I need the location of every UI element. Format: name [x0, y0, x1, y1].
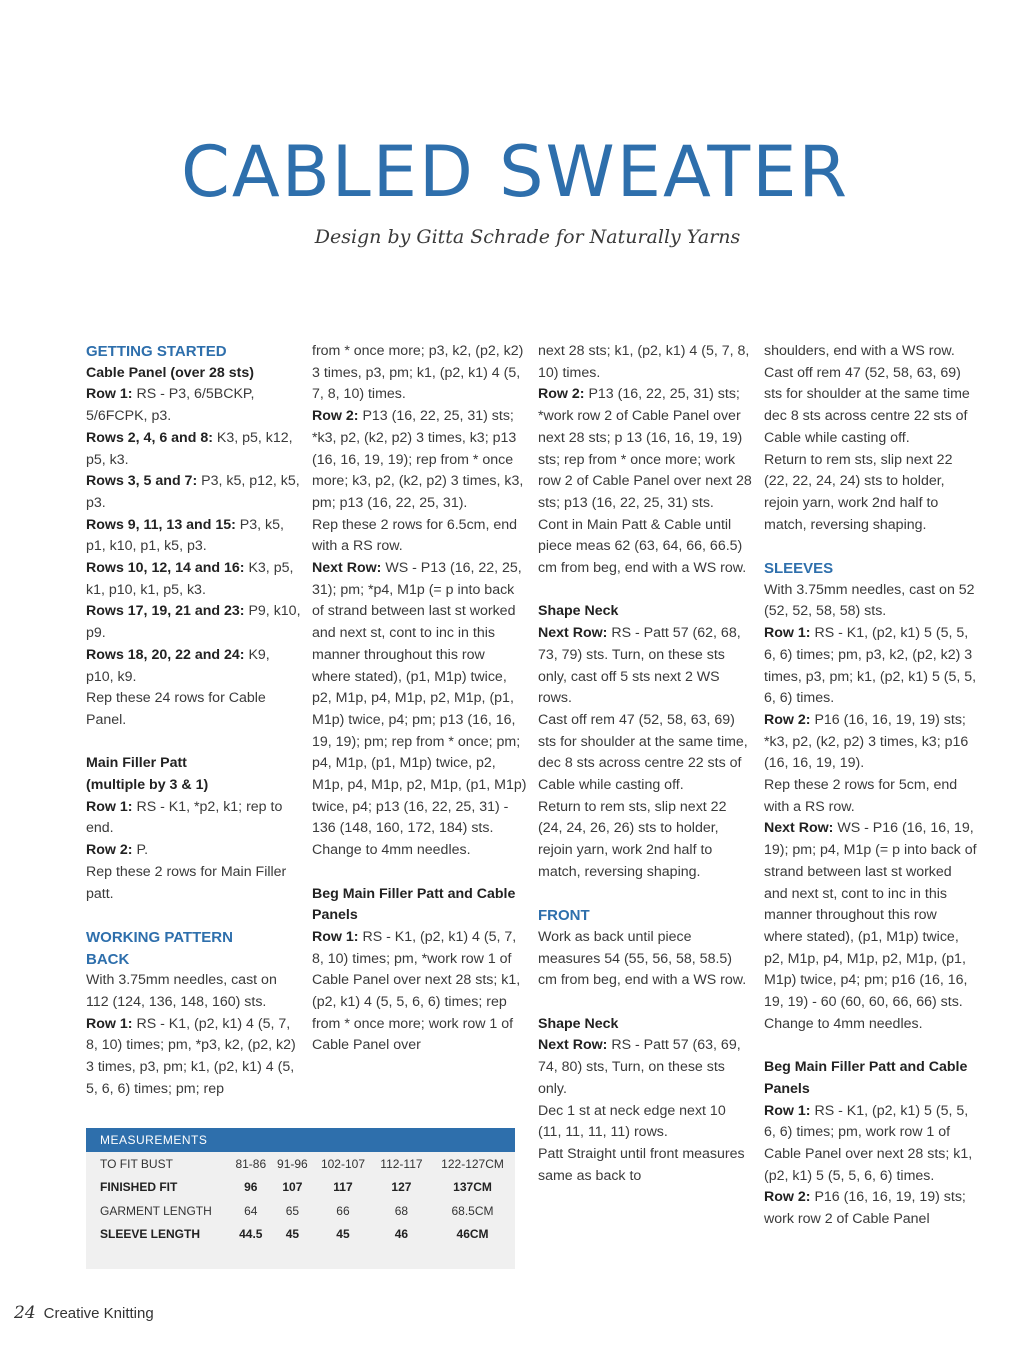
table-cell: 81-86 — [235, 1156, 267, 1171]
row-text: P13 (16, 22, 25, 31) sts; *work row 2 of Cable Panel over next 28 sts; p 13 (16, 16, 19, 19) sts; rep from * once more; work row 2 of Cable Panel over next 28 sts; p13 (16, 22, 25, 31) sts. — [538, 386, 752, 511]
row-label: Row 2: — [764, 1189, 811, 1206]
row-label: Row 1: — [312, 928, 359, 945]
instruction-row — [86, 515, 301, 558]
row-label: Next Row: — [312, 560, 382, 577]
instruction-row — [764, 1101, 979, 1188]
table-cell: 45 — [336, 1227, 350, 1242]
designer-credit: Design by Gitta Schrade for Naturally Yarns — [314, 226, 741, 248]
instruction-text: Rep these 2 rows for 6.5cm, end with a RS row. — [312, 516, 518, 555]
row-text: WS - P16 (16, 16, 19, 19); pm; p4, M1p (= p into back of strand between last st worked and next st, cont to inc in this manner throughout this row where stated), (p1, M1p) twice, p2, M1p, p4, M1p, p2, M1p, (p1, M1p) twice, p4; pm; p16 (16, 16, 19, 19) - 60 (60, 60, 66, 66) sts. — [764, 820, 977, 1011]
instruction-text: Cast off rem 47 (52, 58, 63, 69) sts for shoulder at the same time, dec 8 sts across centre 22 sts of Cable while casting off. — [538, 711, 748, 794]
instruction-row — [312, 558, 527, 840]
table-cell: 65 — [285, 1203, 300, 1218]
instruction-text: Return to rem sts, slip next 22 (24, 24, 26, 26) sts to holder, rejoin yarn, work 2nd half to match, reversing shaping. — [538, 798, 727, 880]
table-cell: 102-107 — [320, 1156, 365, 1171]
table-cell: 127 — [391, 1180, 412, 1195]
row-text: RS - Patt 57 (63, 69, 74, 80) sts, Turn, on these sts only. — [538, 1037, 741, 1097]
heading-sleeves: SLEEVES — [764, 560, 834, 578]
table-cell-label: TO FIT BUST — [100, 1156, 173, 1171]
instruction-row — [312, 927, 527, 1057]
row-label: Next Row: — [538, 625, 608, 642]
heading-front: FRONT — [538, 907, 590, 925]
instruction-text: next 28 sts; k1, (p2, k1) 4 (5, 7, 8, 10) times. — [538, 343, 750, 381]
table-cell: 46 — [394, 1227, 409, 1242]
table-cell: 46CM — [456, 1227, 489, 1242]
table-cell: 112-117 — [380, 1156, 423, 1171]
subheading-shape-neck: Shape Neck — [538, 1015, 619, 1032]
row-label: Row 1: — [764, 625, 811, 642]
column-2 — [312, 341, 527, 1057]
instruction-row — [86, 797, 301, 840]
column-4 — [764, 341, 979, 1231]
instruction-row — [312, 406, 527, 515]
table-cell: 45 — [285, 1227, 300, 1242]
instruction-row — [86, 428, 301, 471]
instruction-text: shoulders, end with a WS row. — [764, 343, 955, 359]
table-cell: 137CM — [453, 1180, 492, 1195]
instruction-row — [86, 601, 301, 644]
table-cell: 122-127CM — [441, 1156, 504, 1171]
instruction-row — [538, 384, 753, 514]
row-text: K9, p10, k9. — [86, 646, 270, 685]
table-row — [86, 1176, 515, 1200]
row-text: P. — [132, 842, 149, 859]
page-title: CABLED SWEATER — [180, 131, 850, 213]
row-text: RS - P3, 6/5BCKP, 5/6FCPK, p3. — [86, 386, 255, 425]
heading-back: BACK — [86, 950, 130, 968]
row-text: P16 (16, 16, 19, 19) sts; work row 2 of Cable Panel — [764, 1189, 966, 1228]
table-cell-label: FINISHED FIT — [100, 1180, 178, 1195]
row-text: K3, p5, k12, p5, k3. — [86, 429, 293, 468]
measurements-table — [86, 1152, 515, 1246]
heading-working-pattern: WORKING PATTERN — [86, 928, 233, 946]
table-cell-label: SLEEVE LENGTH — [100, 1227, 201, 1242]
heading-getting-started: GETTING STARTED — [86, 343, 227, 360]
row-text: P16 (16, 16, 19, 19) sts; *k3, p2, (k2, p2) 3 times, k3; p16 (16, 16, 19, 19). — [764, 711, 969, 772]
table-cell-label: GARMENT LENGTH — [100, 1203, 212, 1218]
measurements-box — [86, 1128, 515, 1269]
instruction-row — [764, 710, 979, 775]
row-text: WS - P13 (16, 22, 25, 31); pm; *p4, M1p (= p into back of strand between last st worked and next st, cont to inc in this manner throughout this row where stated), (p1, M1p) twice, p2, M1p, p4, M1p, p2, M1p, (p1, M1p) twice, p4; pm; p13 (16, 16, 19, 19); pm; rep from * once; pm; p4, M1p, (p1, M1p) twice, p2, M1p, p4, M1p, p2, M1p, (p1, M1p) twice, p4; p13 (16, 22, 25, 31) - 136 (148, 160, 172, 184) sts. — [312, 560, 527, 837]
subheading-cable-panel: Cable Panel (over 28 sts) — [86, 364, 254, 381]
table-cell: 44.5 — [239, 1227, 263, 1242]
instruction-text: Change to 4mm needles. — [764, 1015, 923, 1032]
row-label: Rows 2, 4, 6 and 8: — [86, 429, 213, 446]
row-label: Row 2: — [312, 408, 359, 425]
table-cell: 68 — [394, 1203, 409, 1218]
instruction-text: Cont in Main Patt & Cable until piece meas 62 (63, 64, 66, 66.5) cm from beg, end with a WS row. — [538, 516, 747, 577]
instruction-row — [86, 384, 301, 427]
instruction-row — [86, 558, 301, 601]
row-text: RS - K1, (p2, k1) 5 (5, 5, 6, 6) times; pm, p3, k2, (p2, k2) 3 times, p3, pm; k1, (p2, k1) 5 (5, 5, 6, 6) times. — [764, 625, 977, 707]
page-footer — [14, 1303, 154, 1323]
table-cell: 91-96 — [277, 1156, 308, 1171]
row-label: Row 1: — [764, 1102, 811, 1119]
subheading-shape-neck: Shape Neck — [538, 603, 619, 620]
instruction-text: Cast off rem 47 (52, 58, 63, 69) sts for shoulder at the same time dec 8 sts across centre 22 sts of Cable while casting off. — [764, 364, 970, 446]
row-text: P3, k5, p12, k5, p3. — [86, 473, 300, 511]
instruction-text: With 3.75mm needles, cast on 112 (124, 136, 148, 160) sts. — [86, 972, 277, 1011]
row-text: RS - Patt 57 (62, 68, 73, 79) sts. Turn, on these sts only, cast off 5 sts next 2 WS rows. — [538, 625, 741, 707]
row-label: Rows 18, 20, 22 and 24: — [86, 646, 245, 663]
instruction-row — [538, 623, 753, 710]
row-text: P3, k5, p1, k10, p1, k5, p3. — [86, 516, 284, 555]
subheading-beg-main-filler: Beg Main Filler Patt and Cable Panels — [312, 885, 516, 924]
row-text: RS - K1, (p2, k1) 4 (5, 7, 8, 10) times; pm, *work row 1 of Cable Panel over next 28 sts; k1, (p2, k1) 4 (5, 5, 6, 6) times; rep from * once more; work row 1 of Cable Panel over — [312, 928, 521, 1054]
instruction-row — [86, 1014, 301, 1101]
subheading-beg-main-filler: Beg Main Filler Patt and Cable Panels — [764, 1059, 968, 1097]
subheading-main-filler-multiple: (multiple by 3 & 1) — [86, 777, 209, 794]
measurements-title: MEASUREMENTS — [86, 1128, 515, 1152]
row-label: Row 2: — [764, 711, 811, 728]
row-text: RS - K1, (p2, k1) 5 (5, 5, 6, 6) times; pm, work row 1 of Cable Panel over next 28 sts; k1, (p2, k1) 5 (5, 5, 6, 6) times. — [764, 1102, 973, 1184]
page-number: 24 — [14, 1303, 36, 1323]
row-label: Rows 9, 11, 13 and 15: — [86, 516, 236, 533]
table-cell: 64 — [244, 1203, 258, 1218]
instruction-row — [764, 623, 979, 710]
instruction-text: Rep these 2 rows for 5cm, end with a RS row. — [764, 777, 958, 815]
table-cell: 107 — [282, 1180, 303, 1195]
row-label: Row 1: — [86, 798, 133, 815]
instruction-row — [764, 1187, 979, 1230]
row-label: Row 1: — [86, 386, 133, 403]
instruction-text: Work as back until piece measures 54 (55, 56, 58, 58.5) cm from beg, end with a WS row. — [538, 928, 747, 989]
instruction-row — [764, 818, 979, 1013]
instruction-text: Return to rem sts, slip next 22 (22, 22, 24, 24) sts to holder, rejoin yarn, work 2nd half to match, reversing shaping. — [764, 451, 953, 533]
instruction-row — [86, 645, 301, 688]
instruction-text: Patt Straight until front measures same as back to — [538, 1145, 745, 1184]
column-3 — [538, 341, 753, 1187]
instruction-text: With 3.75mm needles, cast on 52 (52, 52, 58, 58) sts. — [764, 581, 975, 620]
column-1 — [86, 341, 301, 1101]
subheading-main-filler: Main Filler Patt — [86, 755, 187, 772]
row-label: Row 1: — [86, 1015, 133, 1032]
instruction-text: Change to 4mm needles. — [312, 842, 471, 859]
row-text: K3, p5, k1, p10, k1, p5, k3. — [86, 560, 294, 598]
instruction-text: Rep these 24 rows for Cable Panel. — [86, 690, 266, 728]
row-label: Rows 17, 19, 21 and 23: — [86, 603, 245, 620]
row-label: Rows 10, 12, 14 and 16: — [86, 560, 245, 577]
instruction-row — [86, 471, 301, 514]
row-label: Row 2: — [538, 386, 585, 403]
table-cell: 68.5CM — [451, 1203, 494, 1218]
table-cell: 66 — [336, 1203, 350, 1218]
publication-name: Creative Knitting — [43, 1305, 154, 1322]
instruction-row — [538, 1035, 753, 1100]
row-label: Row 2: — [86, 842, 133, 859]
row-text: RS - K1, *p2, k1; rep to end. — [86, 798, 283, 837]
instruction-text: Rep these 2 rows for Main Filler patt. — [86, 863, 287, 902]
table-row — [86, 1223, 515, 1247]
row-label: Next Row: — [538, 1037, 608, 1054]
instruction-text: from * once more; p3, k2, (p2, k2) 3 times, p3, pm; k1, (p2, k1) 4 (5, 7, 8, 10) times. — [312, 343, 524, 403]
instruction-row — [86, 840, 301, 862]
row-label: Next Row: — [764, 820, 834, 837]
table-row — [86, 1152, 515, 1176]
row-text: P9, k10, p9. — [86, 603, 301, 642]
row-text: P13 (16, 22, 25, 31) sts; *k3, p2, (k2, p2) 3 times, k3; p13 (16, 16, 19, 19); rep from * once more; k3, p2, (k2, p2) 3 times, k3, pm; p13 (16, 22, 25, 31). — [312, 408, 524, 511]
row-text: RS - K1, (p2, k1) 4 (5, 7, 8, 10) times; pm, *p3, k2, (p2, k2) 3 times, p3, pm; k1, (p2, k1) 4 (5, 5, 6, 6) times; pm; rep — [86, 1015, 296, 1097]
table-row — [86, 1199, 515, 1223]
instruction-text: Dec 1 st at neck edge next 10 (11, 11, 11, 11) rows. — [538, 1102, 726, 1141]
row-label: Rows 3, 5 and 7: — [86, 473, 198, 490]
table-cell: 117 — [333, 1180, 353, 1195]
table-cell: 96 — [244, 1180, 258, 1195]
